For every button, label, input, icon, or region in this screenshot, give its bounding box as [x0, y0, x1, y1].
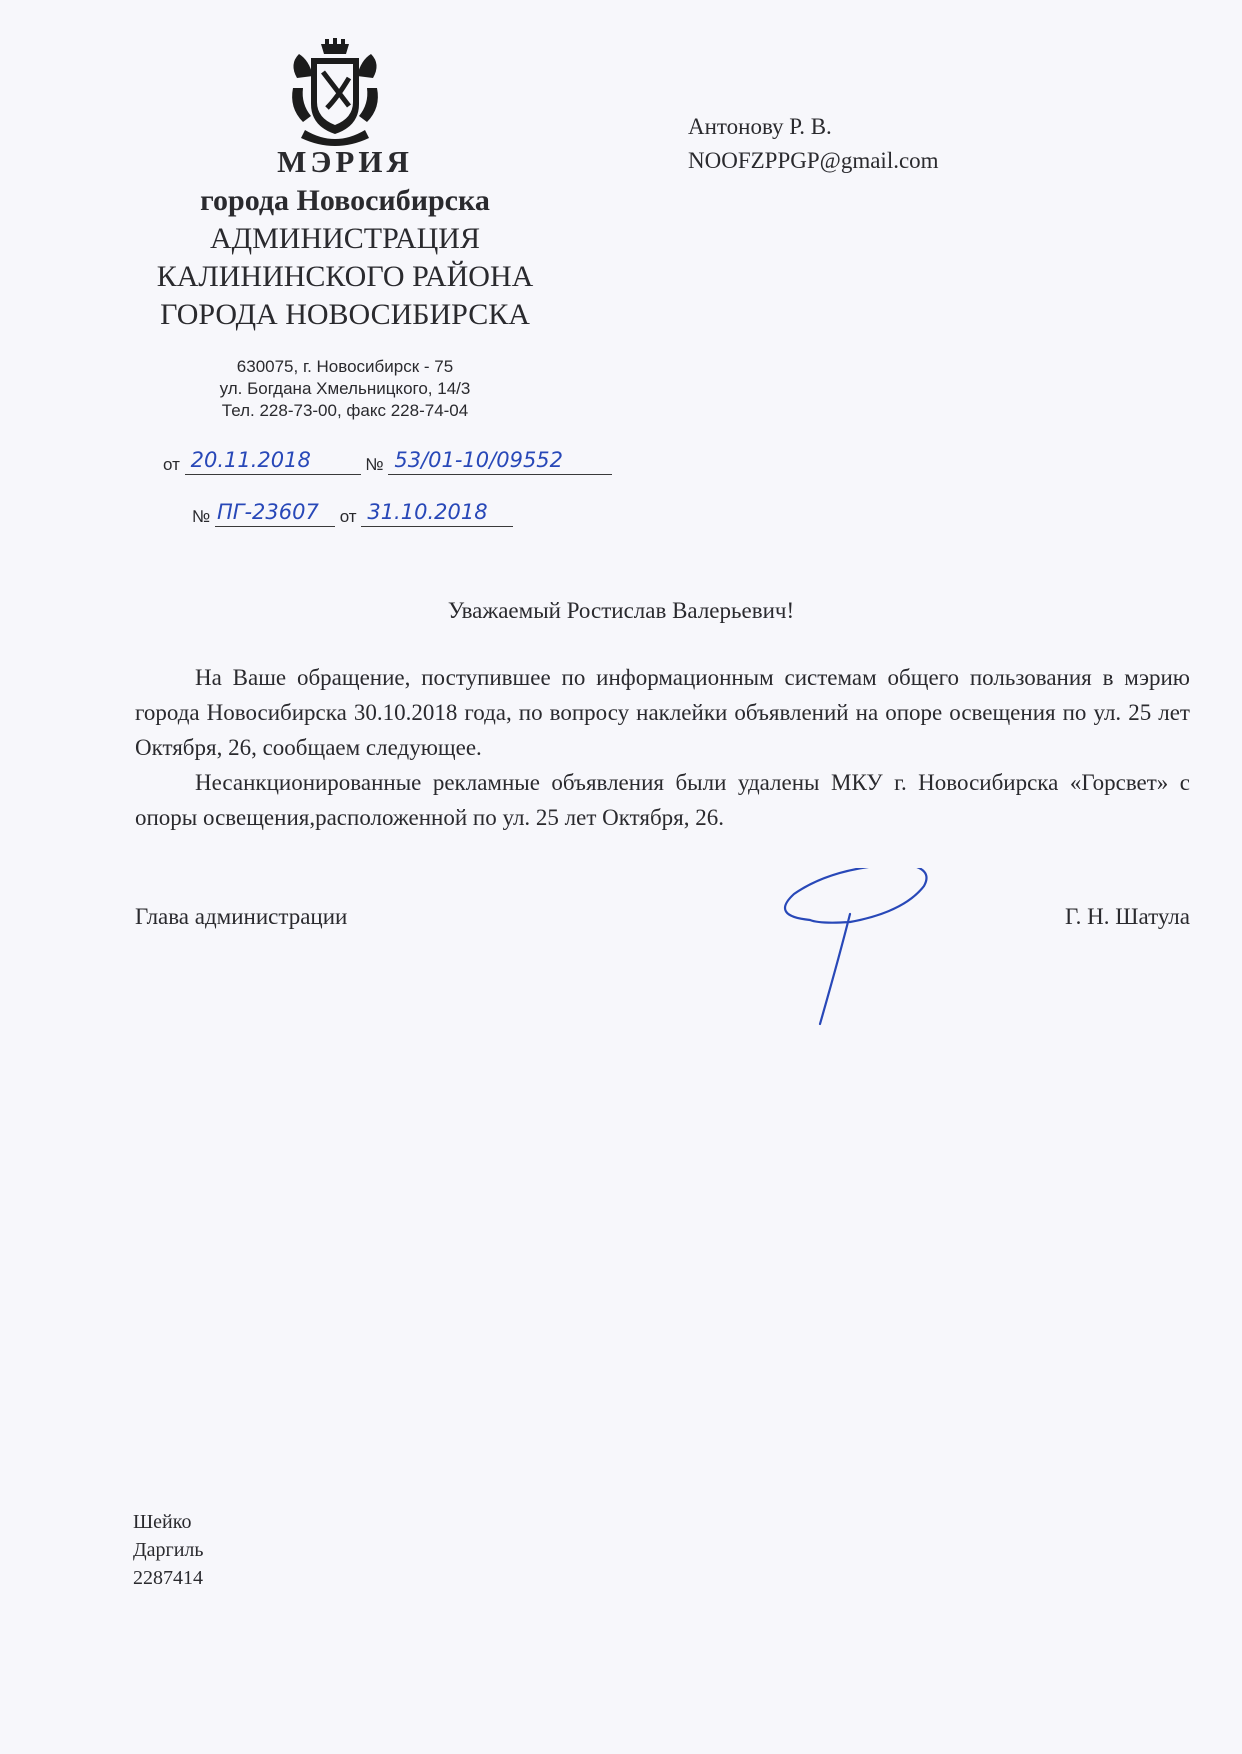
- address-line: Тел. 228-73-00, факс 228-74-04: [221, 401, 469, 420]
- address-line: ул. Богдана Хмельницкого, 14/3: [219, 379, 471, 398]
- executor-info: [133, 1508, 204, 1592]
- signatory-title: Глава администрации: [135, 904, 348, 929]
- executor-line: Шейко: [133, 1511, 192, 1533]
- org-line: КАЛИНИНСКОГО РАЙОНА: [156, 260, 534, 293]
- address-line: 630075, г. Новосибирск - 75: [236, 357, 454, 376]
- outgoing-number: 53/01-10/09552: [394, 448, 564, 472]
- incoming-number: ПГ-23607: [216, 500, 319, 524]
- org-mayor: МЭРИЯ: [277, 144, 413, 179]
- number-label: №: [365, 455, 384, 474]
- outgoing-number-field: [388, 448, 612, 475]
- addressee-email: NOOFZPPGP@gmail.com: [688, 148, 939, 173]
- outgoing-date-field: [185, 448, 361, 475]
- number-label: №: [192, 507, 211, 526]
- org-city: города Новосибирска: [200, 184, 490, 217]
- org-address: [110, 356, 580, 422]
- incoming-number-field: [215, 500, 335, 527]
- org-line: ГОРОДА НОВОСИБИРСКА: [160, 298, 530, 331]
- incoming-date-field: [361, 500, 513, 527]
- incoming-date: 31.10.2018: [367, 500, 488, 524]
- handwritten-signature: [780, 868, 960, 1028]
- executor-line: 2287414: [133, 1567, 203, 1589]
- letter-body: [135, 660, 1190, 835]
- addressee: [688, 110, 939, 178]
- org-line: АДМИНИСТРАЦИЯ: [210, 222, 480, 255]
- addressee-name: Антонову Р. В.: [688, 114, 832, 139]
- salutation: Уважаемый Ростислав Валерьевич!: [447, 598, 795, 623]
- from-label: от: [163, 455, 180, 474]
- organization-header: [110, 142, 580, 334]
- outgoing-registration: [163, 448, 612, 475]
- incoming-registration: [192, 500, 513, 527]
- coat-of-arms-icon: [287, 38, 383, 148]
- body-paragraph: На Ваше обращение, поступившее по информационным системам общего пользования в мэрию города Новосибирска 30.10.2018 года, по вопросу наклейки объявлений на опоре освещения по ул. 25 лет Октября, 26, сообщаем следующее.: [135, 665, 1190, 760]
- outgoing-date: 20.11.2018: [190, 448, 311, 472]
- executor-line: Даргиль: [133, 1539, 204, 1561]
- body-paragraph: Несанкционированные рекламные объявления были удалены МКУ г. Новосибирска «Горсвет» с опоры освещения,расположенной по ул. 25 лет Октября, 26.: [135, 770, 1190, 830]
- from-label: от: [339, 507, 357, 526]
- signatory-name: Г. Н. Шатула: [1064, 904, 1190, 929]
